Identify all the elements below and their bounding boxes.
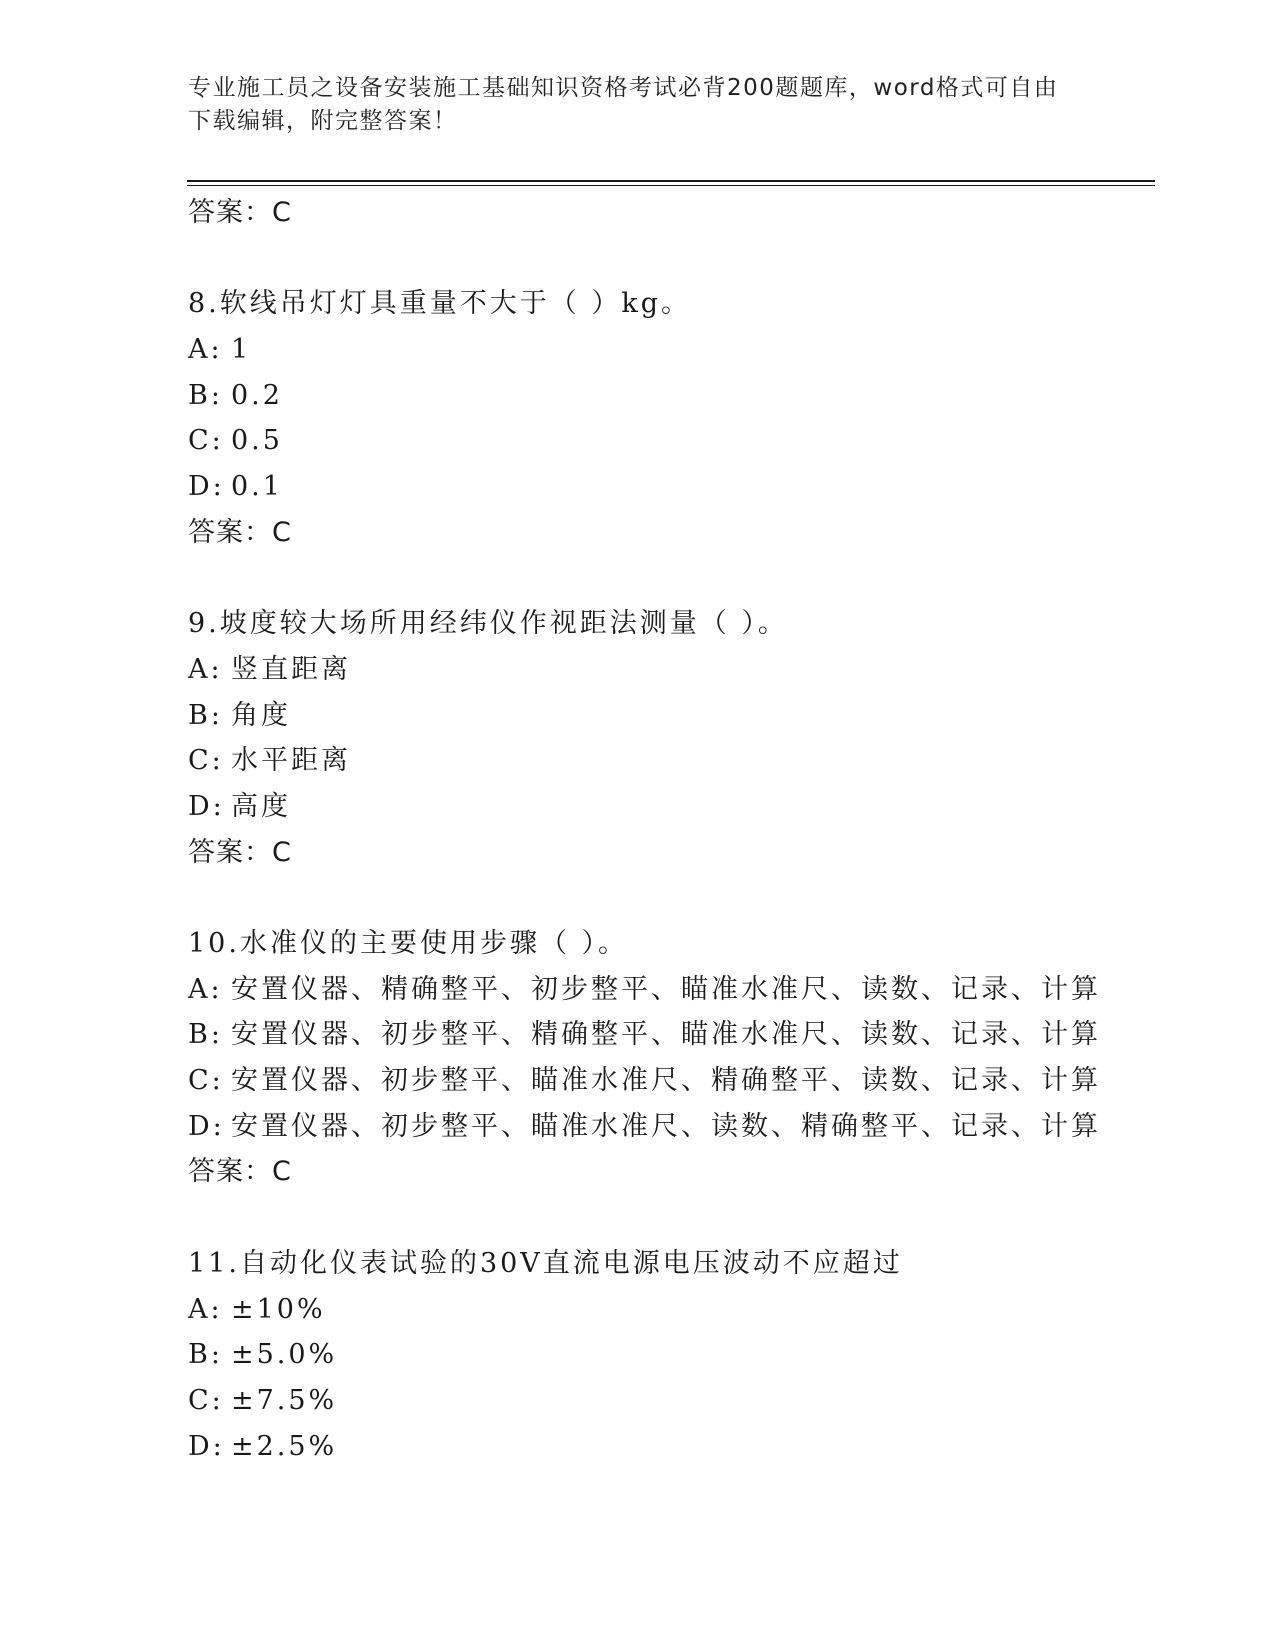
- option-b: [188, 373, 1188, 419]
- option-text: 0.5: [231, 425, 283, 457]
- option-letter: B:: [188, 379, 223, 411]
- option-text: 1: [231, 334, 252, 366]
- option-b: [188, 1012, 1188, 1058]
- option-b: [188, 1332, 1188, 1378]
- option-letter: A:: [188, 1293, 223, 1325]
- option-letter: D:: [188, 471, 225, 503]
- option-text: 竖直距离: [231, 653, 351, 685]
- option-text: 0.1: [231, 471, 283, 503]
- question-block-11: [188, 1241, 1188, 1469]
- header-line-1: 专业施工员之设备安装施工基础知识资格考试必背200题题库，word格式可自由: [188, 75, 1059, 101]
- option-letter: B:: [188, 1339, 223, 1371]
- option-b: [188, 693, 1188, 739]
- option-text: 高度: [231, 790, 291, 822]
- header-line-2: 下载编辑，附完整答案！: [188, 108, 458, 134]
- option-letter: A:: [188, 653, 223, 685]
- answer-9: 答案：C: [188, 836, 292, 868]
- question-10-text: 10.水准仪的主要使用步骤（ ）。: [188, 928, 629, 959]
- header-divider-thin: [187, 185, 1155, 186]
- option-letter: C:: [188, 425, 224, 457]
- option-c: [188, 738, 1188, 784]
- option-text: ±2.5%: [231, 1430, 338, 1462]
- option-c: [188, 1378, 1188, 1424]
- spacer: [188, 1195, 1188, 1241]
- option-d: [188, 1104, 1188, 1150]
- option-letter: D:: [188, 1430, 225, 1462]
- option-text: 安置仪器、初步整平、精确整平、瞄准水准尺、读数、记录、计算: [231, 1019, 1101, 1051]
- question-8-text: 8.软线吊灯灯具重量不大于（ ）kg。: [188, 288, 691, 320]
- answer-10: 答案：C: [188, 1156, 292, 1188]
- option-text: ±5.0%: [231, 1339, 338, 1371]
- document-header: [188, 72, 1088, 138]
- option-a: [188, 647, 1188, 693]
- option-d: [188, 1424, 1188, 1470]
- option-text: 0.2: [231, 379, 283, 411]
- spacer: [188, 236, 1188, 282]
- option-a: [188, 967, 1188, 1013]
- option-text: 角度: [231, 699, 291, 731]
- option-text: 安置仪器、初步整平、瞄准水准尺、读数、精确整平、记录、计算: [231, 1110, 1101, 1142]
- question-11-text: 11.自动化仪表试验的30V直流电源电压波动不应超过: [188, 1247, 903, 1279]
- option-letter: C:: [188, 1065, 224, 1097]
- option-text: 安置仪器、精确整平、初步整平、瞄准水准尺、读数、记录、计算: [231, 973, 1101, 1005]
- option-c: [188, 418, 1188, 464]
- question-block-9: [188, 601, 1188, 875]
- question-block-8: [188, 281, 1188, 555]
- option-letter: D:: [188, 1110, 225, 1142]
- option-letter: C:: [188, 745, 224, 777]
- option-c: [188, 1058, 1188, 1104]
- option-d: [188, 784, 1188, 830]
- option-d: [188, 464, 1188, 510]
- option-letter: B:: [188, 699, 223, 731]
- spacer: [188, 556, 1188, 602]
- option-text: ±10%: [231, 1293, 326, 1325]
- question-9-text: 9.坡度较大场所用经纬仪作视距法测量（ ）。: [188, 608, 788, 640]
- option-letter: C:: [188, 1384, 224, 1416]
- option-text: ±7.5%: [231, 1384, 338, 1416]
- spacer: [188, 875, 1188, 921]
- header-divider-thick: [187, 180, 1155, 182]
- option-letter: B:: [188, 1019, 223, 1051]
- option-a: [188, 1287, 1188, 1333]
- option-letter: A:: [188, 973, 223, 1005]
- option-text: 水平距离: [231, 745, 351, 777]
- option-a: [188, 327, 1188, 373]
- answer-8: 答案：C: [188, 516, 292, 548]
- answer-previous: 答案：C: [188, 197, 292, 228]
- option-letter: A:: [188, 334, 223, 366]
- option-letter: D:: [188, 790, 225, 822]
- question-list: [188, 190, 1188, 1469]
- option-text: 安置仪器、初步整平、瞄准水准尺、精确整平、读数、记录、计算: [231, 1065, 1101, 1097]
- question-block-10: [188, 921, 1188, 1195]
